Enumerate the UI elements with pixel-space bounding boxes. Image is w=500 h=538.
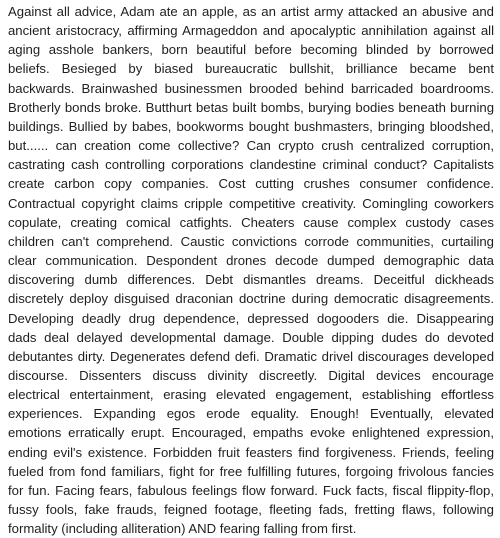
body-paragraph: Against all advice, Adam ate an apple, as an artist army attacked an abusive and ancient aristocracy, affirming Armageddon and apocalyptic annihilation against all aging asshole bankers, born beautiful before becoming blinded by borrowed beliefs. Besieged by biased bureaucratic bullshit, brilliance became bent backwards. Brainwashed businessmen brooded behind barricaded boardrooms. Brotherly bonds broke. Butthurt betas built bombs, burying bodies beneath burning buildings. Bullied by babes, bookworms bought bushmasters, bringing bloodshed, but...... can creation come collective? Can crypto crush centralized corruption, castrating cash controlling corporations clandestine criminal conduct? Capitalists create carbon copy companies. Cost cutting crushes consumer confidence. Contractual copyright claims cripple competitive creativity. Comingling coworkers copulate, creating comical catfights. Cheaters cause complex custody cases children can't comprehend. Caustic convictions corrode communities, curtailing clear communication. Despondent drones decode dumped demographic data discovering dumb differences. Debt dismantles dreams. Deceitful dickheads discretely deploy disguised draconian doctrine during democratic disagreements. Developing deadly drug dependence, depressed dogooders die. Disappearing dads deal delayed developmental damage. Double dipping dudes do devoted debutantes dirty. Degenerates defend defi. Dramatic drivel discourages developed discourse. Dissenters discuss divinity discreetly. Digital devices encourage electrical entertainment, erasing elevated engagement, establishing effortless experiences. Expanding egos erode equality. Enough! Eventually, elevated emotions erratically erupt. Encouraged, empaths evoke enlightened expression, ending evil's existence. Forbidden fruit feasters find forgiveness. Friends, feeling fueled from fond familiars, fight for free fulfilling futures, forgoing frivolous fancies for fun. Facing fears, fabulous feelings flow forward. Fuck facts, fiscal flippity-flop, fussy fools, fake frauds, feigned footage, fleeting fads, fretting flaws, following formality (including alliteration) AND fearing falling from first. — [8, 4, 494, 537]
